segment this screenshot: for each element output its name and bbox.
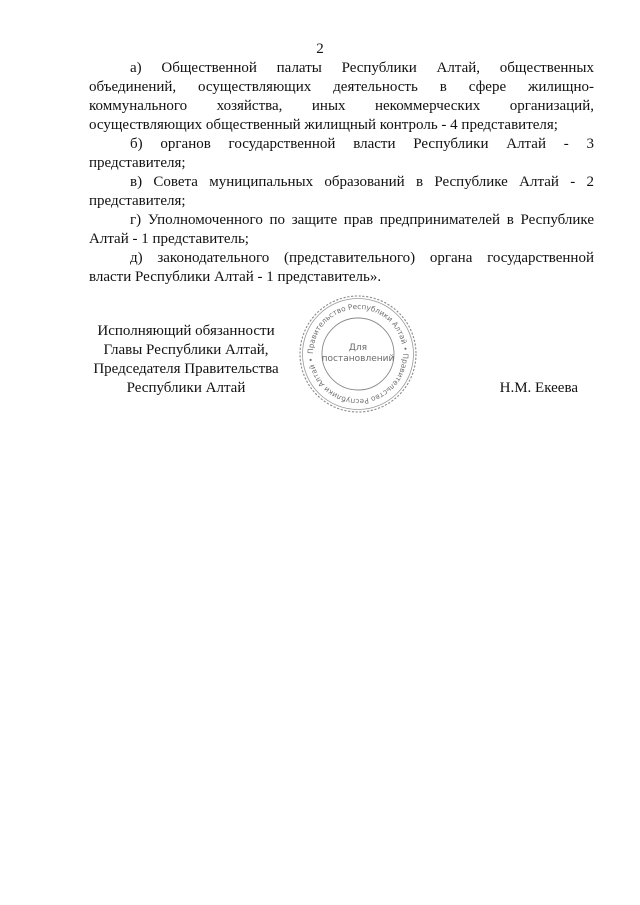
paragraph-a: а) Общественной палаты Республики Алтай, общественных объединений, осуществляющих деятельность в сфере жилищно-коммунального хозяйства, иных некоммерческих организаций, осуществляющих общественный жилищный контроль - 4 представителя; <box>89 60 594 133</box>
signatory-title-line: Председателя Правительства <box>93 361 279 377</box>
stamp-center-line-2: постановлений <box>321 354 395 364</box>
signatory-title <box>86 322 286 398</box>
paragraph-b: б) органов государственной власти Республики Алтай - 3 представителя; <box>89 136 594 171</box>
stamp-center-line-1: Для <box>348 343 368 353</box>
signatory-title-line: Исполняющий обязанности <box>97 323 275 339</box>
paragraph-g: г) Уполномоченного по защите прав предпринимателей в Республике Алтай - 1 представитель; <box>89 212 594 247</box>
paragraph-v: в) Совета муниципальных образований в Республике Алтай - 2 представителя; <box>89 174 594 209</box>
official-stamp <box>297 293 419 415</box>
signatory-title-line: Главы Республики Алтай, <box>103 342 269 358</box>
stamp-seal <box>297 293 419 415</box>
signatory-name: Н.М. Екеева <box>499 380 578 396</box>
stamp-ring-text-path: Правительство Республики Алтай • Правительство Республики Алтай • <box>305 301 411 407</box>
paragraph-d: д) законодательного (представительного) органа государственной власти Республики Алтай - 1 представитель». <box>89 250 594 285</box>
page-number: 2 <box>316 41 324 57</box>
signatory-title-line: Республики Алтай <box>126 380 246 396</box>
